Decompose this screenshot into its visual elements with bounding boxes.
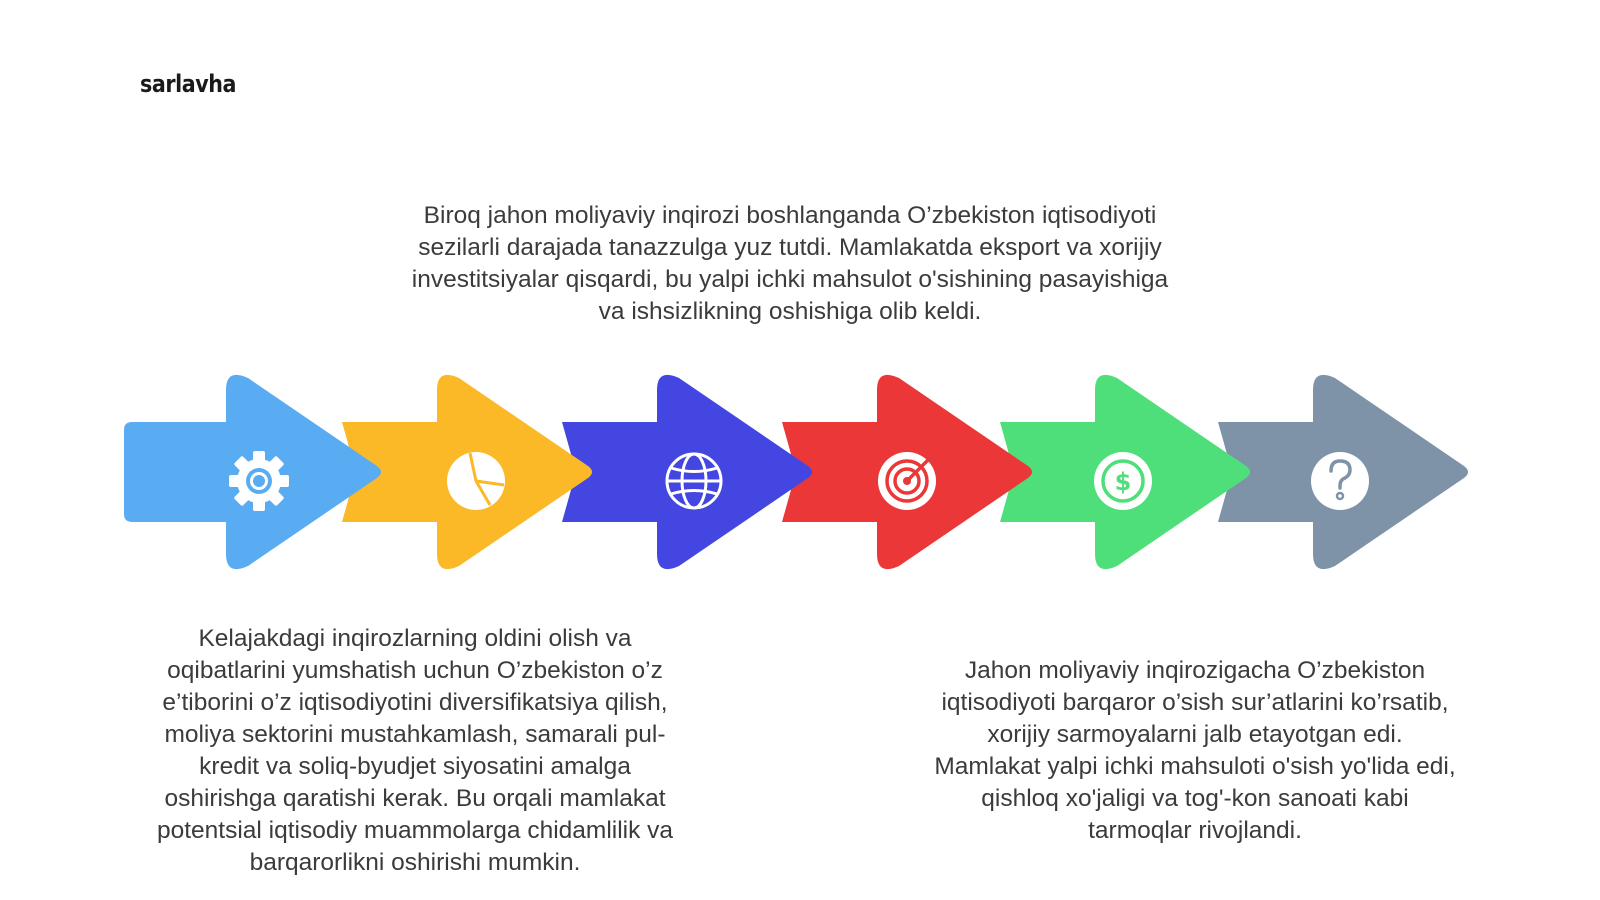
- text-line: moliya sektorini mustahkamlash, samarali pul-: [164, 721, 666, 748]
- dollar-coin-icon: [1094, 452, 1152, 510]
- pie-chart-icon: [447, 452, 505, 510]
- slide-title: sarlavha: [140, 70, 237, 98]
- arrow-4: [782, 375, 1032, 569]
- text-line: potentsial iqtisodiy muammolarga chidamlilik va: [156, 817, 674, 844]
- text-line: iqtisodiyoti barqaror o’sish sur’atlarini ko’rsatib,: [941, 689, 1449, 716]
- svg-text:$: $: [1114, 468, 1132, 496]
- text-line: tarmoqlar rivojlandi.: [1088, 817, 1302, 844]
- text-line: kredit va soliq-byudjet siyosatini amalga: [199, 753, 631, 780]
- text-line: Kelajakdagi inqirozlarning oldini olish va: [198, 625, 632, 652]
- arrow-3: [562, 375, 812, 569]
- text-line: Biroq jahon moliyaviy inqirozi boshlanganda O’zbekiston iqtisodiyoti: [423, 202, 1157, 229]
- text-line: Mamlakat yalpi ichki mahsuloti o'sish yo'lida edi,: [934, 753, 1456, 780]
- target-icon: [878, 452, 936, 510]
- arrow-1: [124, 375, 381, 569]
- text-line: oshirishga qaratishi kerak. Bu orqali mamlakat: [164, 785, 666, 812]
- arrow-6: [1218, 375, 1468, 569]
- arrow-5: [1000, 375, 1250, 569]
- text-line: Jahon moliyaviy inqirozigacha O’zbekiston: [964, 657, 1426, 684]
- text-line: investitsiyalar qisqardi, bu yalpi ichki mahsulot o'sishining pasayishiga: [411, 266, 1169, 293]
- question-icon: [1311, 452, 1369, 510]
- text-line: xorijiy sarmoyalarni jalb etayotgan edi.: [987, 721, 1403, 748]
- text-line: oqibatlarini yumshatish uchun O’zbekiston o’z: [167, 657, 663, 684]
- gear-icon: [229, 451, 289, 511]
- text-block-right: [905, 655, 1485, 847]
- text-line: barqarorlikni oshirishi mumkin.: [249, 849, 581, 876]
- text-line: qishloq xo'jaligi va tog'-kon sanoati kabi: [981, 785, 1409, 812]
- text-line: e’tiborini o’z iqtisodiyotini diversifikatsiya qilish,: [162, 689, 668, 716]
- text-line: sezilarli darajada tanazzulga yuz tutdi. Mamlakatda eksport va xorijiy: [418, 234, 1162, 261]
- text-line: va ishsizlikning oshishiga olib keldi.: [598, 298, 982, 325]
- text-block-left: [115, 623, 715, 879]
